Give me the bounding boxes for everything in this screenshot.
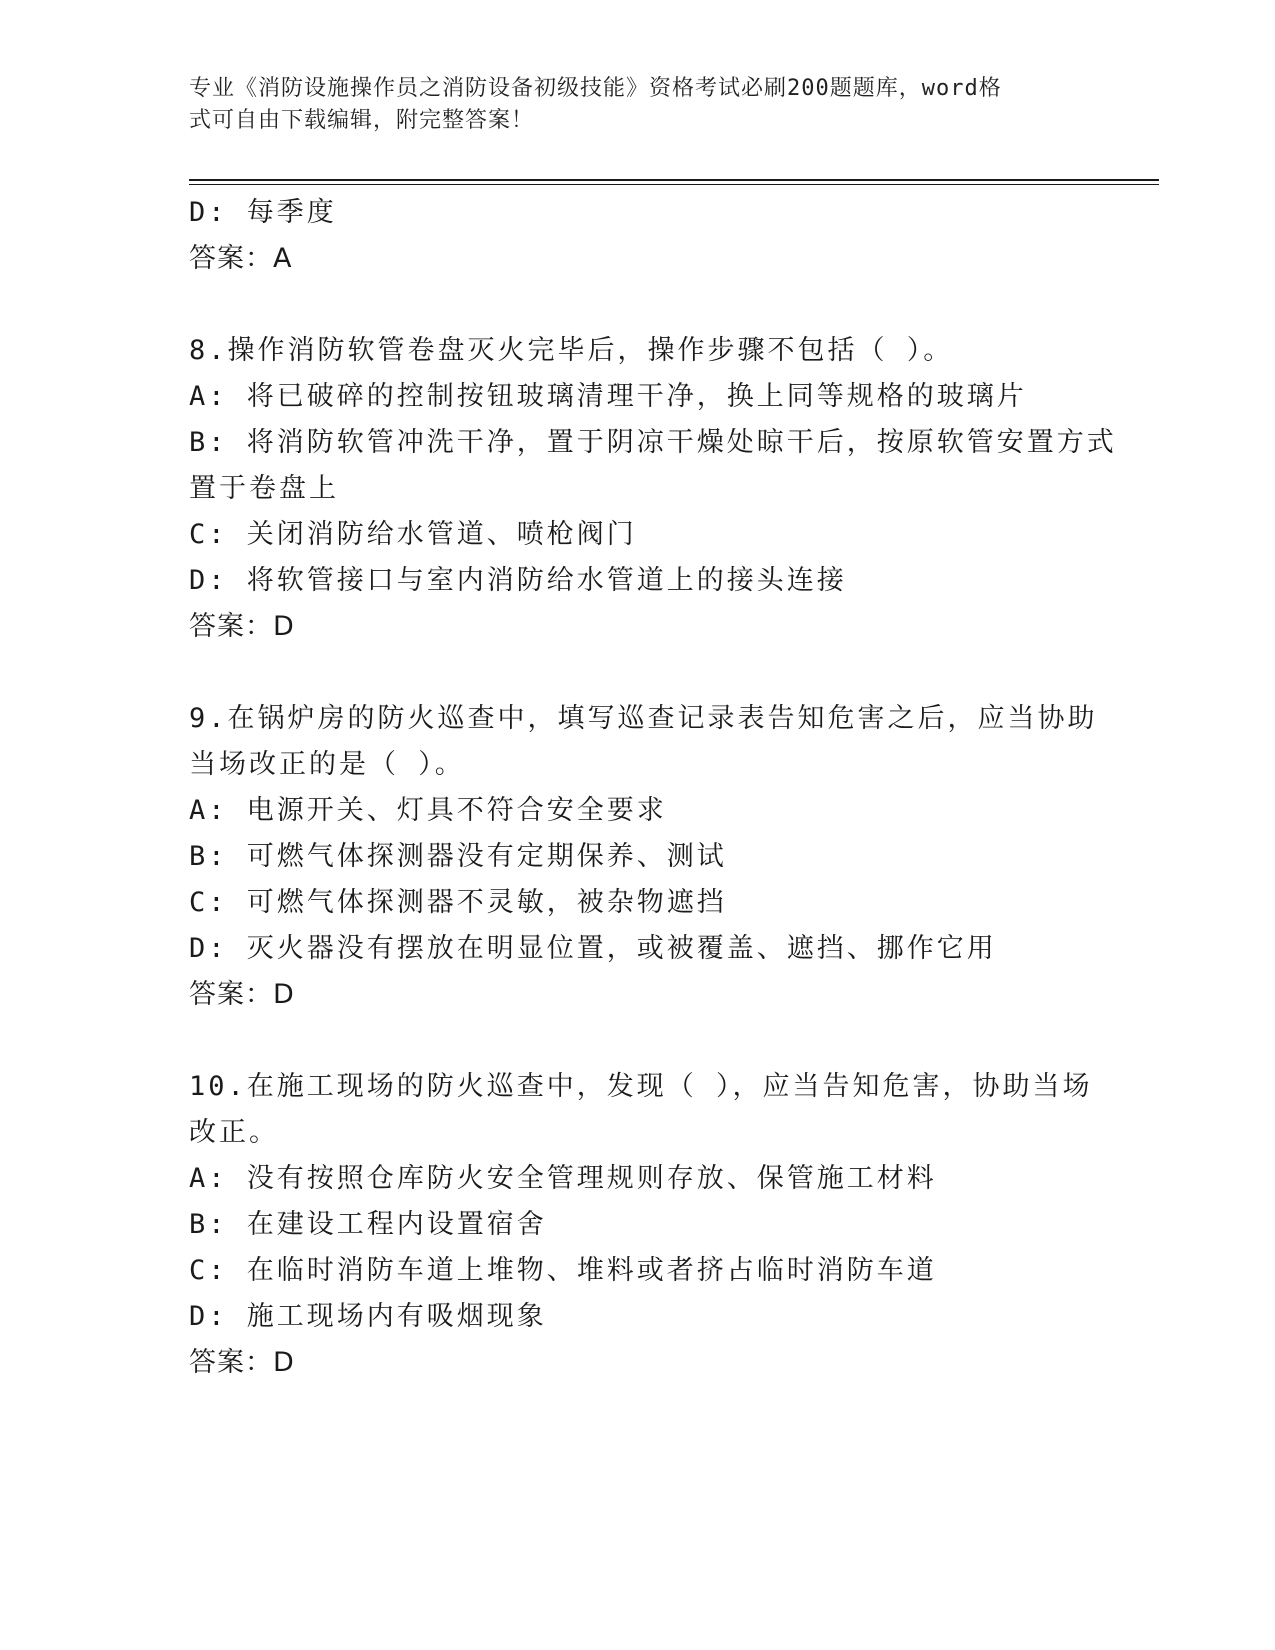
answer: 答案：D: [189, 1347, 295, 1378]
question-10: [189, 1064, 1093, 1386]
option-b: B: 可燃气体探测器没有定期保养、测试: [189, 841, 727, 872]
option-c: C: 可燃气体探测器不灵敏，被杂物遮挡: [189, 887, 727, 918]
option-b: B: 在建设工程内设置宿舍: [189, 1209, 547, 1240]
option-b: B: 将消防软管冲洗干净，置于阴凉干燥处晾干后，按原软管安置方式: [189, 427, 1117, 458]
question-stem: 10.在施工现场的防火巡查中，发现（ ），应当告知危害，协助当场: [189, 1071, 1093, 1102]
document-body: [189, 190, 1117, 1386]
option-a: A: 电源开关、灯具不符合安全要求: [189, 795, 667, 826]
option-d: D: 灭火器没有摆放在明显位置，或被覆盖、遮挡、挪作它用: [189, 933, 997, 964]
option-a: A: 将已破碎的控制按钮玻璃清理干净，换上同等规格的玻璃片: [189, 381, 1027, 412]
option-a: A: 没有按照仓库防火安全管理规则存放、保管施工材料: [189, 1163, 937, 1194]
answer: 答案：D: [189, 979, 295, 1010]
question-9: [189, 696, 1098, 1018]
option-d: D: 每季度: [189, 197, 337, 228]
option-d: D: 将软管接口与室内消防给水管道上的接头连接: [189, 565, 847, 596]
spacer: [189, 282, 1089, 328]
spacer: [189, 650, 1089, 696]
question-stem: 9.在锅炉房的防火巡查中，填写巡查记录表告知危害之后，应当协助: [189, 703, 1098, 734]
header-divider-thin: [189, 184, 1159, 185]
spacer: [189, 1018, 1089, 1064]
header-divider-thick: [189, 179, 1159, 181]
question-stem: 8.操作消防软管卷盘灭火完毕后，操作步骤不包括（ ）。: [189, 335, 954, 366]
prev-question-block: [189, 190, 1089, 282]
option-b-continued: 置于卷盘上: [189, 473, 339, 504]
option-d: D: 施工现场内有吸烟现象: [189, 1301, 547, 1332]
question-stem-continued: 改正。: [189, 1117, 279, 1148]
answer: 答案：A: [189, 243, 293, 274]
header-line-2: 式可自由下载编辑，附完整答案！: [189, 108, 535, 133]
answer: 答案：D: [189, 611, 295, 642]
option-c: C: 在临时消防车道上堆物、堆料或者挤占临时消防车道: [189, 1255, 937, 1286]
question-stem-continued: 当场改正的是（ ）。: [189, 749, 465, 780]
header-line-1: 专业《消防设施操作员之消防设备初级技能》资格考试必刷200题题库，word格: [189, 76, 1002, 101]
question-8: [189, 328, 1117, 650]
document-header: [189, 73, 1089, 137]
option-c: C: 关闭消防给水管道、喷枪阀门: [189, 519, 637, 550]
